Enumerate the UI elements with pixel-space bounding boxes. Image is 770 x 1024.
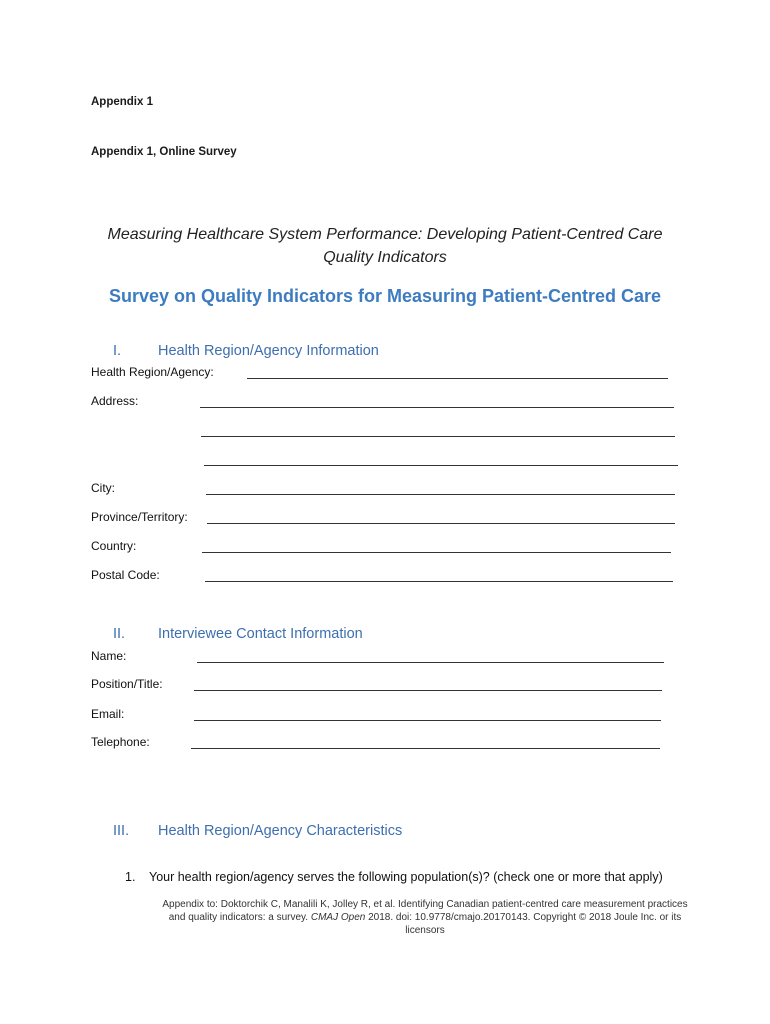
field-label-email: Email: — [91, 707, 125, 721]
section-1-title: Health Region/Agency Information — [158, 343, 379, 359]
survey-title: Survey on Quality Indicators for Measuring Patient-Centred Care — [108, 286, 662, 306]
field-label-country: Country: — [91, 539, 137, 553]
field-line-telephone[interactable] — [191, 748, 660, 749]
field-line-address-1[interactable] — [200, 407, 674, 408]
field-line-postal-code[interactable] — [205, 581, 673, 582]
field-line-position-title[interactable] — [194, 690, 662, 691]
field-line-country[interactable] — [202, 552, 671, 553]
section-3-number: III. — [113, 823, 130, 839]
field-label-postal-code: Postal Code: — [91, 568, 160, 582]
field-label-address: Address: — [91, 394, 139, 408]
document-title-line-1: Measuring Healthcare System Performance: Developing Patient-Centred Care — [107, 226, 663, 243]
field-line-email[interactable] — [194, 720, 661, 721]
field-label-health-region: Health Region/Agency: — [91, 365, 214, 379]
document-title-line-2: Quality Indicators — [323, 249, 447, 266]
section-3-title: Health Region/Agency Characteristics — [158, 823, 403, 839]
field-line-name[interactable] — [197, 662, 664, 663]
appendix-label: Appendix 1 — [91, 96, 153, 108]
citation-journal: CMAJ Open — [310, 912, 366, 923]
field-line-province[interactable] — [207, 523, 675, 524]
field-line-address-2[interactable] — [201, 436, 675, 437]
citation-line-2-start: and quality indicators: a survey. — [168, 912, 311, 923]
citation-line-2 — [150, 911, 700, 924]
citation-line-3: licensors — [405, 925, 445, 936]
field-label-city: City: — [91, 481, 115, 495]
field-line-address-3[interactable] — [204, 465, 678, 466]
field-label-name: Name: — [91, 649, 127, 663]
appendix-subtitle: Appendix 1, Online Survey — [91, 146, 237, 158]
field-label-province: Province/Territory: — [91, 510, 188, 524]
citation-footer — [150, 898, 700, 937]
field-line-city[interactable] — [206, 494, 675, 495]
field-label-telephone: Telephone: — [91, 735, 150, 749]
section-1-number: I. — [113, 343, 122, 359]
section-2-title: Interviewee Contact Information — [158, 626, 363, 642]
field-label-position-title: Position/Title: — [91, 677, 163, 691]
question-1-text: Your health region/agency serves the following population(s)? (check one or more that apply) — [149, 870, 663, 884]
section-2-number: II. — [113, 626, 126, 642]
field-line-health-region[interactable] — [247, 378, 668, 379]
question-1-number: 1. — [125, 870, 136, 884]
citation-line-2-end: 2018. doi: 10.9778/cmajo.20170143. Copyright © 2018 Joule Inc. or its — [365, 912, 682, 923]
citation-line-1: Appendix to: Doktorchik C, Manalili K, Jolley R, et al. Identifying Canadian patient-centred care measurement practices — [162, 899, 688, 910]
document-title — [90, 223, 680, 269]
